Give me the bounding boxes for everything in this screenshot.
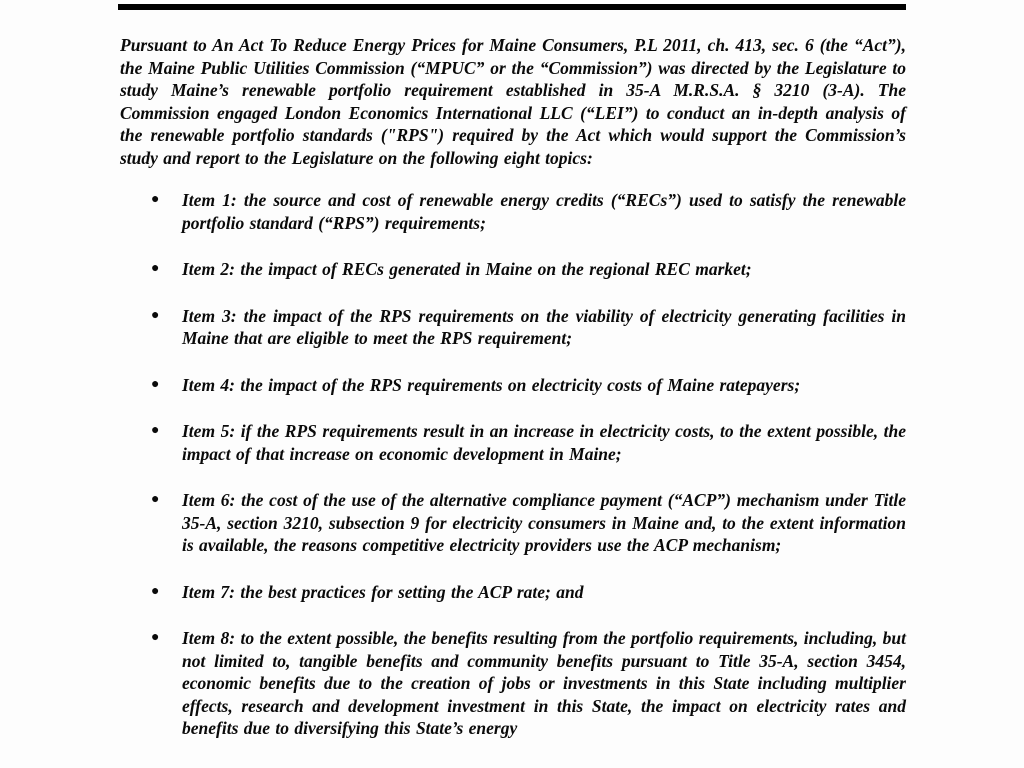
bullet-icon: ● bbox=[151, 376, 160, 392]
list-item bbox=[120, 489, 906, 557]
list-item bbox=[120, 374, 906, 397]
list-item-text: Item 2: the impact of RECs generated in Maine on the regional REC market; bbox=[182, 259, 752, 279]
list-item-text: Item 6: the cost of the use of the alternative compliance payment (“ACP”) mechanism under Title 35-A, section 3210, subsection 9 for electricity consumers in Maine and, to the extent information is available, the reasons competitive electricity providers use the ACP mechanism; bbox=[182, 490, 906, 555]
intro-paragraph: Pursuant to An Act To Reduce Energy Prices for Maine Consumers, P.L 2011, ch. 413, sec. 6 (the “Act”), the Maine Public Utilities Commission (“MPUC” or the “Commission”) was directed by the Legislature to study Maine’s renewable portfolio requirement established in 35-A M.R.S.A. § 3210 (3-A). The Commission engaged London Economics International LLC (“LEI”) to conduct an in-depth analysis of the renewable portfolio standards ("RPS") required by the Act which would support the Commission’s study and report to the Legislature on the following eight topics: bbox=[120, 35, 906, 168]
list-item-text: Item 3: the impact of the RPS requirements on the viability of electricity generating facilities in Maine that are eligible to meet the RPS requirement; bbox=[182, 305, 906, 348]
bullet-icon: ● bbox=[151, 423, 160, 438]
page-content bbox=[120, 34, 906, 740]
list-item-text: Item 1: the source and cost of renewable energy credits (“RECs”) used to satisfy the renewable portfolio standard (“RPS”) requirements; bbox=[182, 190, 906, 233]
list-item-text: Item 5: if the RPS requirements result in an increase in electricity costs, to the extent possible, the impact of that increase on economic development in Maine; bbox=[182, 421, 906, 464]
bullet-icon: ● bbox=[151, 261, 160, 276]
header-rule bbox=[118, 4, 906, 10]
topic-list bbox=[120, 189, 906, 740]
list-item bbox=[120, 305, 906, 350]
bullet-icon: ● bbox=[151, 307, 160, 323]
list-item-text: Item 4: the impact of the RPS requirements on electricity costs of Maine ratepayers; bbox=[182, 374, 801, 395]
list-item-text: Item 8: to the extent possible, the benefits resulting from the portfolio requirements, including, but not limited to, tangible benefits and community benefits pursuant to Title 35-A, section 3454, economic benefits due to the creation of jobs or investments in this State including multiplier effects, research and development investment in this State, the impact on electricity rates and benefits due to diversifying this State’s energy bbox=[182, 628, 906, 738]
bullet-icon: ● bbox=[151, 583, 160, 599]
list-item bbox=[120, 189, 906, 234]
bullet-icon: ● bbox=[151, 492, 160, 507]
list-item bbox=[120, 581, 906, 604]
list-item bbox=[120, 258, 906, 281]
list-item-text: Item 7: the best practices for setting the ACP rate; and bbox=[182, 581, 584, 602]
list-item bbox=[120, 420, 906, 465]
bullet-icon: ● bbox=[151, 192, 160, 207]
list-item bbox=[120, 627, 906, 740]
bullet-icon: ● bbox=[151, 630, 160, 645]
